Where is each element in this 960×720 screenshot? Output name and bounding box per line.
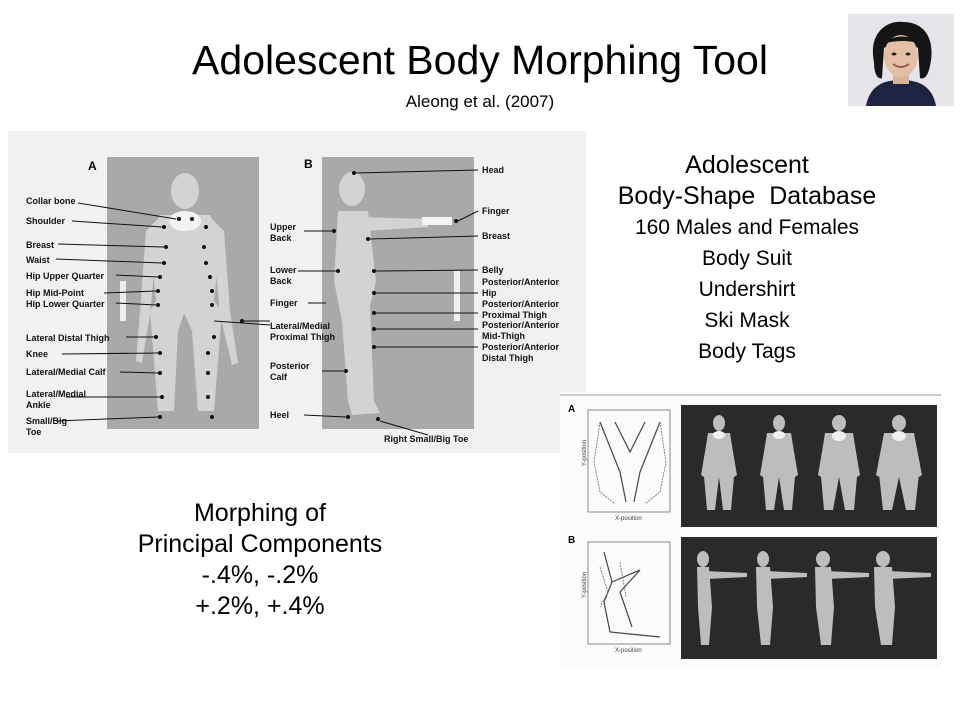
landmark-label: Breast — [26, 240, 55, 250]
slide-title: Adolescent Body Morphing Tool — [192, 37, 768, 83]
morphing-figure — [560, 392, 941, 669]
landmark-label: Posterior — [270, 361, 310, 371]
landmark-label: Mid-Thigh — [482, 331, 525, 341]
landmark-label: Hip — [482, 288, 497, 298]
landmark-label: Small/Big — [26, 416, 68, 426]
landmark-label: Proximal Thigh — [482, 310, 548, 320]
landmark-label: Belly — [482, 265, 504, 275]
landmark-label: Hip Mid-Point — [26, 288, 84, 298]
morphing-line: +.2%, +.4% — [195, 592, 325, 620]
landmark-label: Lateral/Medial Calf — [26, 367, 106, 377]
morphing-line: Principal Components — [137, 530, 383, 558]
landmark-label: Right Small/Big Toe — [384, 434, 469, 444]
landmark-label: Lateral/Medial — [270, 321, 331, 331]
panel-label-b: B — [568, 535, 576, 546]
landmark-label: Posterior/Anterior — [482, 342, 560, 352]
landmark-label: Hip Upper Quarter — [26, 271, 105, 281]
landmark-label: Posterior/Anterior — [482, 320, 560, 330]
database-item: Ski Mask — [704, 309, 790, 332]
landmark-label: Toe — [26, 427, 42, 437]
landmark-label: Lower — [270, 265, 297, 275]
landmark-figure — [8, 131, 586, 453]
landmark-label: Calf — [270, 372, 288, 382]
landmark-label: Posterior/Anterior — [482, 277, 560, 287]
panel-label-a: A — [88, 159, 97, 173]
database-item: 160 Males and Females — [634, 216, 860, 239]
front-morph-panel — [681, 405, 937, 527]
y-axis-label: Y-position — [582, 439, 589, 467]
landmark-label: Knee — [26, 349, 49, 359]
database-description — [572, 150, 922, 367]
database-item: Undershirt — [698, 278, 796, 301]
presenter-photo — [848, 14, 954, 106]
landmark-label: Proximal Thigh — [270, 332, 336, 342]
landmark-label: Hip Lower Quarter — [26, 299, 105, 309]
landmark-label: Upper — [270, 222, 297, 232]
landmark-label: Finger — [270, 298, 298, 308]
y-axis-label: Y-position — [582, 571, 589, 599]
database-heading: Body-Shape Database — [617, 182, 877, 210]
database-item: Body Suit — [702, 247, 792, 270]
landmark-label: Shoulder — [26, 216, 66, 226]
landmark-label: Distal Thigh — [482, 353, 534, 363]
morphing-description — [80, 498, 440, 622]
morphing-line: -.4%, -.2% — [201, 561, 319, 589]
panel-label-a: A — [568, 404, 576, 415]
landmark-label: Collar bone — [26, 196, 76, 206]
landmark-label: Breast — [482, 231, 511, 241]
x-axis-label: X-position — [615, 516, 642, 522]
landmark-label: Finger — [482, 206, 510, 216]
landmark-label: Lateral Distal Thigh — [26, 333, 110, 343]
landmark-label: Waist — [26, 255, 50, 265]
landmark-label: Back — [270, 233, 292, 243]
x-axis-label: X-position — [615, 648, 642, 654]
landmark-label: Head — [482, 165, 505, 175]
side-morph-panel — [681, 537, 937, 659]
landmark-label: Lateral/Medial — [26, 389, 87, 399]
slide-subtitle: Aleong et al. (2007) — [405, 92, 555, 111]
panel-label-b: B — [304, 157, 313, 171]
landmark-label: Back — [270, 276, 292, 286]
morphing-line: Morphing of — [193, 499, 327, 527]
database-item: Body Tags — [698, 340, 796, 363]
landmark-label: Ankle — [26, 400, 51, 410]
database-heading: Adolescent — [685, 151, 809, 179]
landmark-label: Posterior/Anterior — [482, 299, 560, 309]
landmark-label: Heel — [270, 410, 290, 420]
